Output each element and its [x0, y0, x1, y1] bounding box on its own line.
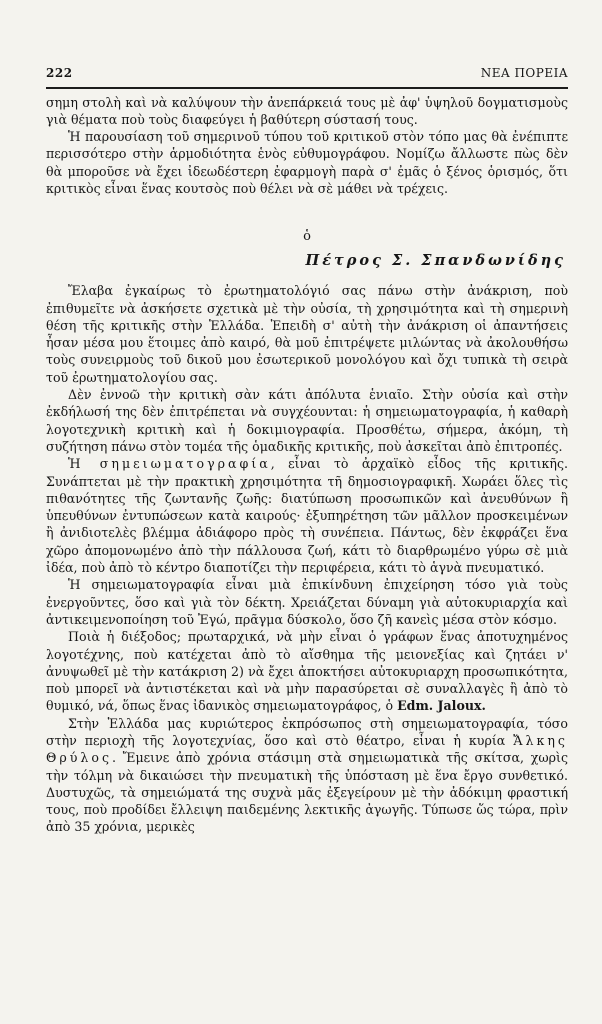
intro-paragraph-1: σημη στολὴ καὶ νὰ καλύψουν τὴν ἀνεπάρκειά τους μὲ ἀφ' ὑψηλοῦ δογματισμοὺς γιὰ θέματα ποὺ τοὺς διαφεύγει ἡ βαθύτερη σύστασή τους. — [46, 94, 568, 127]
body-paragraph-3-text: , εἶναι τὸ ἀρχαϊκὸ εἶδος τῆς κριτικῆς. Συνάπτεται μὲ τὴν πρακτικὴ χρησιμότητα τῆ δημοσιογραφικῆ. Χωράει ὅλες τὶς πιθανότητες τῆς ζωντανῆς ζωῆς: διατύπωση προσωπικῶν καὶ ἀνευθύνων ἢ ὑπευθύνων ἐντυπώσεων κατὰ καιρούς· ἐξυπηρέτηση τῶν μᾶλλον προσκειμένων ἢ ἀνιδιοτελὲς βλέμμα ἀδιάφορο πρὸς τὴ συνέπεια. Πάντως, δὲν ἐκφράζει ἕνα χῶρο ἀπομονωμένο ἀπὸ τὴν πάλλουσα ζωή, κάτι τὸ διαρθρωμένο γύρω σὲ μιὰ ἰδέα, ποὺ ἀπὸ τὸ κέντρο διαποτίζει τὴν περιφέρεια, κάτι τὸ ἁγνὰ πνευματικό. — [46, 456, 568, 576]
header-rule — [46, 87, 568, 89]
body-paragraph-1: Ἔλαβα ἐγκαίρως τὸ ἐρωτηματολόγιό σας πάνω στὴν ἀνάκριση, ποὺ ἐπιθυμεῖτε νὰ ἀσκήσετε σχετικὰ μὲ τὴν οὐσία, τὴ χρησιμότητα καὶ τὴ σημερινὴ θέση τῆς κριτικῆς στὴν Ἑλλάδα. Ἐπειδὴ σ' αὐτὴ τὴν ἀνάκριση οἱ ἀπαντήσεις ἦσαν μέσα μου ἕτοιμες ἀπὸ καιρό, θὰ μοῦ ἐπιτρέψετε μιλώντας νὰ ἀκολουθήσω τοὺς συνειρμοὺς τοῦ δικοῦ μου ἐσωτερικοῦ μονολόγου καὶ ὄχι τυπικὰ τὴ σειρὰ τοῦ ἐρωτηματολογίου σας. — [46, 283, 568, 385]
critic-name-spaced: Ἄλκης Θρύλος — [46, 733, 568, 766]
running-head — [46, 66, 568, 84]
body-paragraph-2: Δὲν ἐννοῶ τὴν κριτικὴ σὰν κάτι ἀπόλυτα ἑνιαῖο. Στὴν οὐσία καὶ στὴν ἐκδήλωσή της δὲν ἐπιτρέπεται νὰ συγχέουνται: ἡ σημειωματογραφία, ἡ καθαρὴ λογοτεχνικὴ κριτικὴ καὶ ἡ δοκιμιογραφία. Προσθέτω, σήμερα, ἀκόμη, τὴ συζήτηση πάνω στὸν τομέα τῆς ὁμαδικῆς κριτικῆς, ποὺ ἀσκεῖται ἀπὸ ἐπιτροπές. — [46, 387, 568, 454]
section-gap — [46, 197, 568, 228]
term-spaced: Ἡ σημειωματογραφία — [68, 456, 271, 472]
body-paragraph-3 — [46, 455, 568, 576]
journal-title: ΝΕΑ ΠΟΡΕΙΑ — [480, 66, 568, 80]
body-paragraph-6-text-a: Στὴν Ἑλλάδα μας κυριώτερος ἐκπρόσωπος στὴ σημειωματογραφία, τόσο στὴν περιοχὴ τῆς λογοτεχνίας, ὅσο καὶ στὸ θέατρο, εἶναι ἡ κυρία — [46, 715, 568, 748]
body-paragraph-6-text-b: . Ἔμεινε ἀπὸ χρόνια στάσιμη στὰ σημειωματικὰ τῆς σκίτσα, χωρὶς τὴν τόλμη νὰ δικαιώσει τὴν πνευματικὴ τῆς ὑπόσταση μὲ ἕνα ἔργο συνθετικό. Δυστυχῶς, τὰ σημειώματά της συχνὰ μᾶς ἐξεγείρουν μὲ τὴν ἀδόκιμη φραστική τους, ποὺ προδίδει ἔλλειψη παιδεμένης λεκτικῆς ἀγωγῆς. Τύπωσε ὥς τώρα, πρὶν ἀπὸ 35 χρόνια, μερικὲς — [46, 750, 568, 835]
intro-paragraph-2: Ἡ παρουσίαση τοῦ σημερινοῦ τύπου τοῦ κριτικοῦ στὸν τόπο μας θὰ ἐνέπιπτε περισσότερο στὴν ἁρμοδιότητα ἑνὸς εὐθυμογράφου. Νομίζω ἄλλωστε πὼς δὲν θὰ μποροῦσε νὰ ἔχει ἰδεωδέστερη ἐφαρμογὴ παρὰ σ' ἐμᾶς ὁ ξένος ὁρισμός, ὅτι κριτικὸς εἶναι ἕνας κουτσὸς ποὺ θέλει νὰ σὲ μάθει νὰ τρέχεις. — [46, 129, 568, 196]
author-article: ὁ — [303, 229, 311, 245]
body-paragraph-6 — [46, 715, 568, 836]
body-paragraph-5-text: Ποιὰ ἡ διέξοδος; πρωταρχικά, νὰ μὴν εἶναι ὁ γράφων ἕνας ἀποτυχημένος λογοτέχνης, ποὺ κατέχεται ἀπὸ τὸ αἴσθημα τῆς μειονεξίας καὶ ζητάει ν' ἀνυψωθεῖ μὲ τὴν κατάκριση 2) νὰ ἔχει ἀποκτήσει αὐτοκυριαρχη προσωπικότητα, ποὺ μπορεῖ νὰ ἀντιστέκεται καὶ νὰ μὴν παρασύρεται σὲ συναλλαγὲς ἢ ἀπὸ τὸ θυμικό, νά, ὅπως ἕνας ἰδανικὸς σημειωματογράφος, ὁ — [46, 629, 568, 714]
author-name: Πέτρος Σ. Σπανδωνίδης — [305, 252, 566, 270]
critic-name: Edm. Jaloux. — [397, 698, 486, 714]
body-paragraph-4: Ἡ σημειωματογραφία εἶναι μιὰ ἐπικίνδυνη ἐπιχείρηση τόσο γιὰ τοὺς ἐνεργοῦντες, ὅσο καὶ γιὰ τὸν δέκτη. Χρειάζεται δύναμη γιὰ αὐτοκυριαρχία καὶ ἀντικειμενοποίηση τοῦ Ἐγώ, πρᾶγμα δύσκολο, ὅσο ζῆ κανεὶς μέσα στὸν κόσμο. — [46, 577, 568, 627]
page-number: 222 — [46, 66, 73, 80]
body-paragraph-5 — [46, 628, 568, 714]
book-page — [46, 66, 568, 836]
